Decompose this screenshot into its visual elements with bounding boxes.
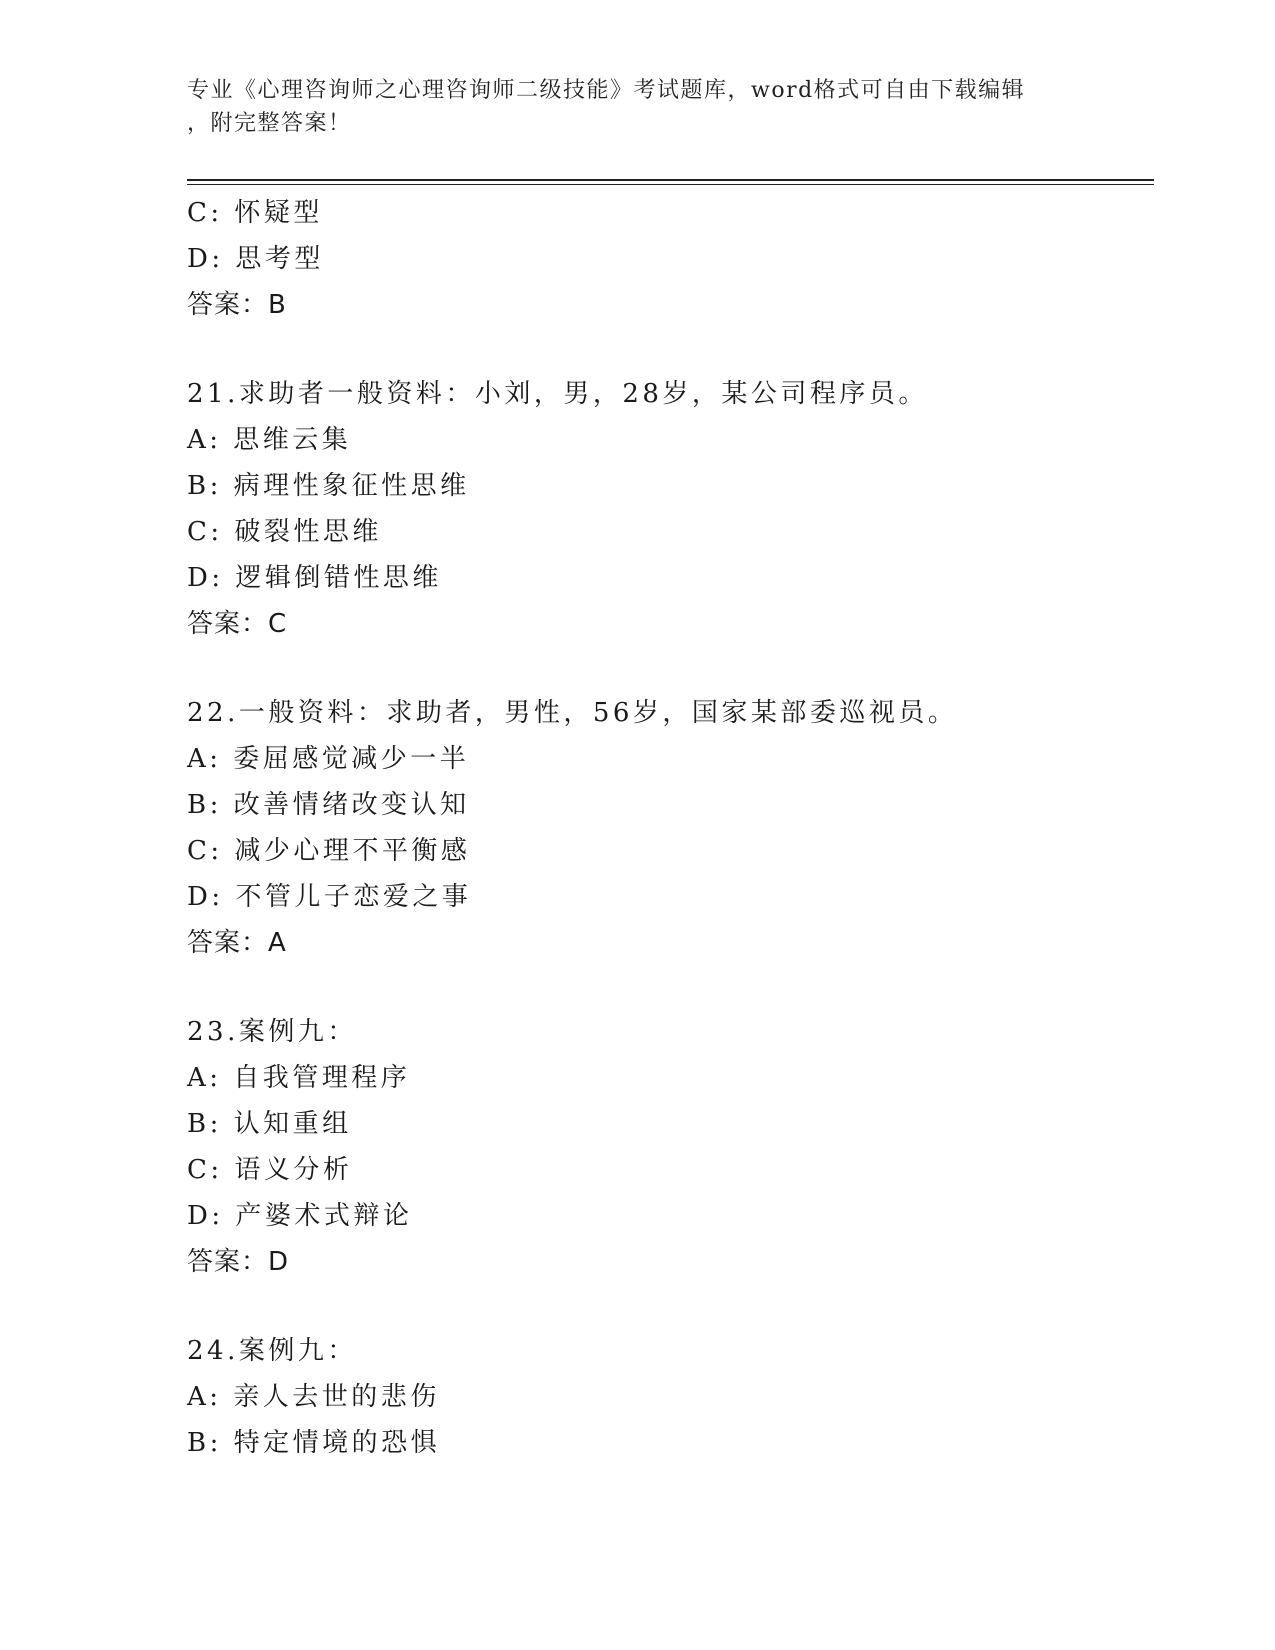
answer-line: 答案：C	[187, 609, 288, 639]
question-list	[187, 190, 1147, 1466]
option-c: C: 怀疑型	[187, 198, 323, 228]
option-c: C: 破裂性思维	[187, 517, 382, 547]
answer-line: 答案：D	[187, 1247, 290, 1277]
header-title-line-1: 专业《心理咨询师之心理咨询师二级技能》考试题库，word格式可自由下载编辑	[187, 78, 1026, 103]
question-stem: 21.求助者一般资料：小刘，男，28岁，某公司程序员。	[187, 379, 928, 409]
question-stem: 24.案例九：	[187, 1336, 357, 1366]
question-stem: 23.案例九：	[187, 1017, 357, 1047]
question-item-24	[187, 1328, 1147, 1466]
option-b: B: 特定情境的恐惧	[187, 1428, 441, 1458]
header-divider-thin	[187, 184, 1154, 185]
document-header	[187, 74, 1087, 140]
option-d: D: 不管儿子恋爱之事	[187, 882, 472, 912]
answer-line: 答案：B	[187, 290, 287, 320]
answer-line: 答案：A	[187, 928, 287, 958]
option-d: D: 思考型	[187, 244, 324, 274]
question-stem: 22.一般资料：求助者，男性，56岁，国家某部委巡视员。	[187, 698, 958, 728]
question-item-23	[187, 1009, 1147, 1285]
option-b: B: 病理性象征性思维	[187, 471, 470, 501]
header-divider-thick	[187, 179, 1154, 181]
option-d: D: 逻辑倒错性思维	[187, 563, 442, 593]
question-item-21	[187, 371, 1147, 647]
option-d: D: 产婆术式辩论	[187, 1201, 413, 1231]
option-c: C: 减少心理不平衡感	[187, 836, 471, 866]
option-a: A: 委屈感觉减少一半	[187, 744, 470, 774]
option-a: A: 亲人去世的悲伤	[187, 1382, 440, 1412]
option-a: A: 自我管理程序	[187, 1063, 411, 1093]
option-b: B: 改善情绪改变认知	[187, 790, 470, 820]
question-item-22	[187, 690, 1147, 966]
header-title-line-2: ，附完整答案！	[187, 111, 352, 136]
option-b: B: 认知重组	[187, 1109, 352, 1139]
option-c: C: 语义分析	[187, 1155, 353, 1185]
option-a: A: 思维云集	[187, 425, 352, 455]
